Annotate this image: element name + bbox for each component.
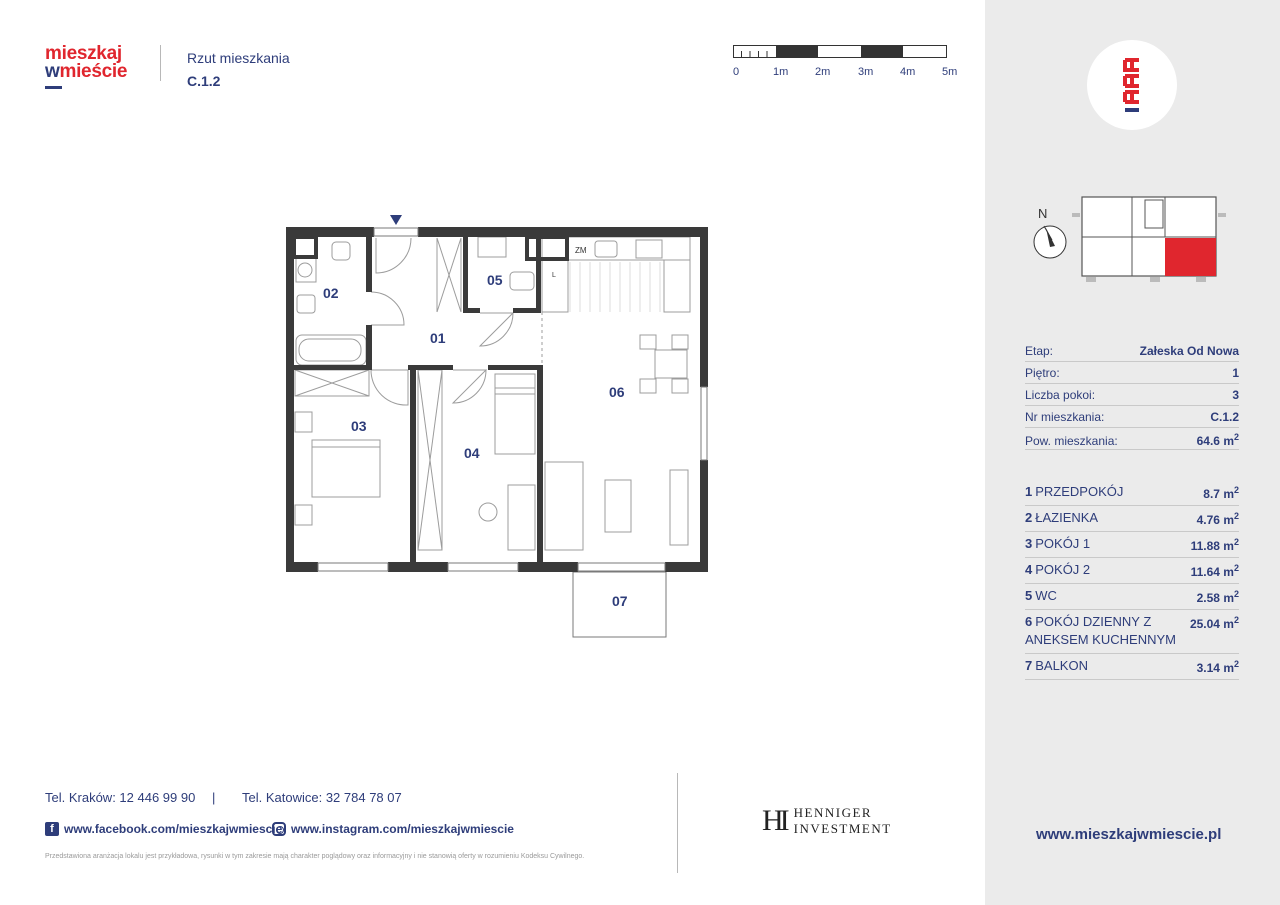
sofa-icon (545, 462, 583, 550)
investor-name-line2: INVESTMENT (793, 821, 892, 836)
room-label-07: 07 (612, 593, 628, 609)
compass-north-label: N (1038, 206, 1048, 221)
scale-bar (733, 45, 958, 80)
detail-row: Liczba pokoi: 3 (1025, 384, 1239, 406)
dining-table (655, 350, 687, 378)
coffee-table (605, 480, 631, 532)
brand-logo (45, 45, 127, 89)
room-label-03: 03 (351, 418, 367, 434)
bed-icon (495, 374, 535, 454)
room-label-04: 04 (464, 445, 480, 461)
scale-label: 4m (900, 66, 916, 78)
room-row: 7 BALKON 3.14 $m^2$ (1025, 654, 1239, 680)
fridge-label: L (552, 272, 556, 279)
scale-label: 2m (815, 66, 831, 78)
room-row: 3 POKÓJ 1 11.88 $m^2$ (1025, 532, 1239, 558)
room-list (1025, 480, 1239, 680)
website-link[interactable]: www.mieszkajwmiescie.pl (1036, 826, 1222, 843)
toilet-icon (510, 272, 534, 290)
building-key-plan (1025, 190, 1240, 290)
facebook-link[interactable]: f www.facebook.com/mieszkajwmiescie (45, 822, 282, 836)
sink-icon (297, 295, 315, 313)
room-label-05: 05 (487, 272, 503, 288)
tel-katowice[interactable]: Tel. Katowice: 32 784 78 07 (242, 790, 402, 805)
tel-separator: | (212, 790, 216, 805)
disclaimer: Przedstawiona aranżacja lokalu jest przykładowa, rysunki w tym zakresie mają charakter poglądowy oraz informacyjny i nie stanowią oferty w rozumieniu Kodeksu Cywilnego. (45, 853, 585, 860)
kitchen-sink-icon (595, 241, 617, 257)
detail-row: Pow. mieszkania: 64.6 $m^2$ (1025, 428, 1239, 450)
apartment-highlight (1165, 238, 1216, 276)
scale-bar-graphic (733, 45, 947, 59)
footer-divider (677, 773, 678, 873)
tv-stand (670, 470, 688, 545)
facebook-icon: f (45, 822, 59, 836)
scale-label: 0 (733, 66, 740, 78)
room-label-01: 01 (430, 330, 446, 346)
investor-name-line1: HENNIGER (793, 805, 873, 820)
room-row: 1 PRZEDPOKÓJ 8.7 $m^2$ (1025, 480, 1239, 506)
kitchen-label: ZM (575, 246, 587, 255)
fridge-icon (542, 260, 568, 312)
brand-line1: mieszkaj (45, 43, 122, 64)
toilet-icon (332, 242, 350, 260)
plan-title: Rzut mieszkania (187, 50, 290, 66)
desk-icon (508, 485, 535, 550)
investor-logo (762, 804, 892, 838)
instagram-icon (272, 822, 286, 836)
plan-code: C.1.2 (187, 73, 221, 89)
room-label-06: 06 (609, 384, 625, 400)
washing-machine (298, 263, 312, 277)
hob-icon (636, 240, 662, 258)
sink-icon (478, 237, 506, 257)
chair-icon (479, 503, 497, 521)
scale-label: 1m (773, 66, 789, 78)
scale-label: 5m (942, 66, 958, 78)
brand-underline (45, 86, 62, 89)
tel-krakow[interactable]: Tel. Kraków: 12 446 99 90 (45, 790, 196, 805)
scale-label: 3m (858, 66, 874, 78)
scale-labels (733, 66, 958, 80)
side-panel (985, 0, 1280, 905)
room-label-02: 02 (323, 285, 339, 301)
windows (318, 228, 707, 571)
header-divider (160, 45, 161, 81)
investor-monogram: HI (762, 804, 786, 837)
floor-plan (283, 210, 713, 640)
instagram-link[interactable]: www.instagram.com/mieszkajwmiescie (272, 822, 514, 836)
room-row: 6 POKÓJ DZIENNY Z ANEKSEM KUCHENNYM 25.04 $m^2$ (1025, 610, 1239, 654)
detail-row: Nr mieszkania: C.1.2 (1025, 406, 1239, 428)
entrance-arrow-icon (390, 215, 402, 225)
mwm-logo-icon (1087, 40, 1177, 130)
detail-row: Piętro: 1 (1025, 362, 1239, 384)
side-logo (1087, 40, 1177, 130)
room-row: 4 POKÓJ 2 11.64 $m^2$ (1025, 558, 1239, 584)
room-row: 5 WC 2.58 $m^2$ (1025, 584, 1239, 610)
door-swing (376, 238, 411, 273)
detail-row: Etap: Załeska Od Nowa (1025, 340, 1239, 362)
brand-line2: wmieście (45, 61, 128, 82)
room-row: 2 ŁAZIENKA 4.76 $m^2$ (1025, 506, 1239, 532)
details-table (1025, 340, 1239, 450)
bed-icon (312, 440, 380, 497)
